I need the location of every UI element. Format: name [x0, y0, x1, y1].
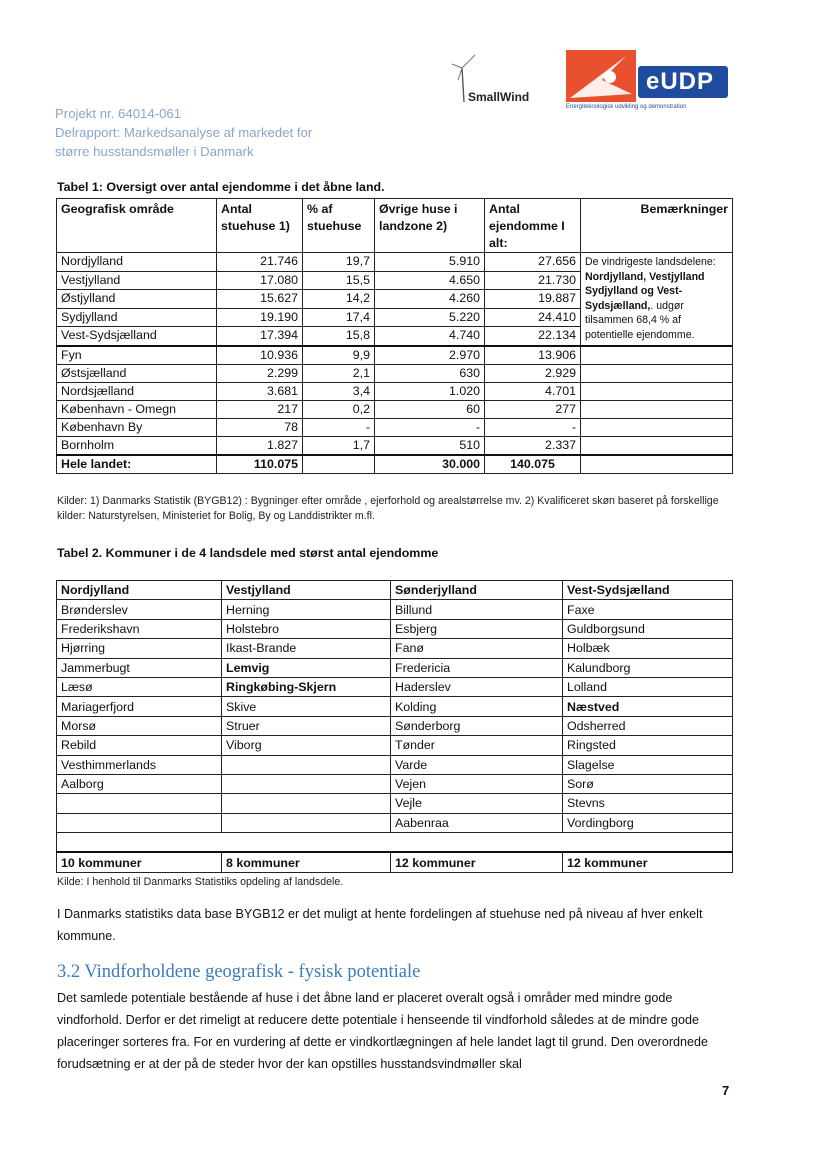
table1-cell: 4.740 — [375, 327, 485, 346]
table2-spacer-row — [57, 833, 733, 853]
table2-cell: Skive — [222, 697, 391, 716]
table-row — [57, 619, 733, 638]
table2-cell — [222, 755, 391, 774]
table-row — [57, 364, 733, 382]
smallwind-logo-text: SmallWind — [468, 90, 530, 104]
table2-cell — [57, 813, 222, 832]
table2-cell: Sønderborg — [391, 716, 563, 735]
table1-cell: 24.410 — [485, 308, 581, 327]
remarks-share: . udgør tilsammen 68,4 % af potentielle ejendomme. — [585, 299, 695, 341]
table1-cell: 15,5 — [303, 271, 375, 290]
table2-cell: Hjørring — [57, 639, 222, 658]
page-number: 7 — [722, 1083, 730, 1098]
table1-cell: 4.650 — [375, 271, 485, 290]
table2-cell — [57, 794, 222, 813]
table2-cell: Esbjerg — [391, 619, 563, 638]
table1-cell: 17.394 — [217, 327, 303, 346]
table2-cell: Vejle — [391, 794, 563, 813]
table1-cell: Vestjylland — [57, 271, 217, 290]
table1-source: Kilder: 1) Danmarks Statistik (BYGB12) : Bygninger efter område , ejerforhold og arealstørrelse mv. 2) Kvalificeret skøn baseret på forskellige kilder: Naturstyrelsen, Ministeriet for Bolig, By og Landdistrikter m.fl. — [57, 495, 719, 522]
paragraph-bygb12: I Danmarks statistiks data base BYGB12 er det muligt at hente fordelingen af stuehuse ned på niveau af hver enkelt kommune. — [57, 907, 703, 943]
table1-cell: 10.936 — [217, 346, 303, 365]
table-row — [57, 658, 733, 677]
table-row — [57, 716, 733, 735]
table2-cell: Kolding — [391, 697, 563, 716]
table2-header-cell: Nordjylland — [57, 581, 222, 600]
table2-cell: Struer — [222, 716, 391, 735]
table2-cell — [222, 794, 391, 813]
eudp-tagline: Energiteknologisk udvikling og demonstration — [566, 104, 687, 110]
table1-header-cell: Bemærkninger — [581, 199, 733, 253]
table1-cell: 3,4 — [303, 382, 375, 400]
table1-cell: 2.929 — [485, 364, 581, 382]
table2-cell: Tønder — [391, 736, 563, 755]
table2-cell: Billund — [391, 600, 563, 619]
table1-total-cell: 110.075 — [217, 455, 303, 474]
table2-cell: Rebild — [57, 736, 222, 755]
table1-remarks-empty — [581, 400, 733, 418]
table2-total-cell: 8 kommuner — [222, 852, 391, 872]
table2-cell: Viborg — [222, 736, 391, 755]
table-row — [57, 755, 733, 774]
table-row — [57, 382, 733, 400]
table2-cell: Herning — [222, 600, 391, 619]
table1-cell: 1.020 — [375, 382, 485, 400]
table1-cell: København By — [57, 418, 217, 436]
table1-cell: 2.299 — [217, 364, 303, 382]
table2-cell: Ringsted — [563, 736, 733, 755]
table1-remarks-empty — [581, 346, 733, 365]
table1-cell: 15,8 — [303, 327, 375, 346]
eudp-logo — [566, 50, 730, 116]
table1-header-cell: % af stuehuse — [303, 199, 375, 253]
table1-cell: 1.827 — [217, 436, 303, 455]
smallwind-logo — [448, 52, 540, 112]
eudp-logo-text: eUDP — [646, 68, 715, 95]
table2-cell: Frederikshavn — [57, 619, 222, 638]
table1-cell: 60 — [375, 400, 485, 418]
table2-cell — [222, 813, 391, 832]
table1-cell: Nordsjælland — [57, 382, 217, 400]
table2-cell: Vejen — [391, 774, 563, 793]
table1-header-cell: Antal stuehuse 1) — [217, 199, 303, 253]
table1-remarks-empty — [581, 436, 733, 455]
table2-header-cell: Vest-Sydsjælland — [563, 581, 733, 600]
table1-cell: 2.970 — [375, 346, 485, 365]
table2-cell: Vesthimmerlands — [57, 755, 222, 774]
table2-cell: Guldborgsund — [563, 619, 733, 638]
table-row — [57, 346, 733, 365]
table2-cell: Ringkøbing-Skjern — [222, 677, 391, 696]
table1-cell: - — [375, 418, 485, 436]
table1-cell: 27.656 — [485, 253, 581, 272]
table2-cell: Mariagerfjord — [57, 697, 222, 716]
table1-caption: Tabel 1: Oversigt over antal ejendomme i det åbne land. — [57, 180, 385, 194]
table1-cell: - — [485, 418, 581, 436]
table1-cell: 4.701 — [485, 382, 581, 400]
table1-header-cell: Antal ejendomme I alt: — [485, 199, 581, 253]
table1-cell: 2,1 — [303, 364, 375, 382]
table1-cell: 14,2 — [303, 290, 375, 309]
table1-remarks-empty — [581, 418, 733, 436]
table1-cell: 1,7 — [303, 436, 375, 455]
table2-header-row — [57, 581, 733, 600]
table2-total-cell: 12 kommuner — [391, 852, 563, 872]
table-row — [57, 253, 733, 272]
table1-cell: Vest-Sydsjælland — [57, 327, 217, 346]
project-number: Projekt nr. 64014-061 — [55, 106, 182, 121]
report-title-line-1: Delrapport: Markedsanalyse af markedet for — [55, 125, 313, 140]
table2-cell: Holstebro — [222, 619, 391, 638]
table-row — [57, 697, 733, 716]
table1-cell: Bornholm — [57, 436, 217, 455]
table2-cell: Næstved — [563, 697, 733, 716]
table1-cell: 9,9 — [303, 346, 375, 365]
table2-cell: Lolland — [563, 677, 733, 696]
table1-cell: 510 — [375, 436, 485, 455]
table1-cell: 19.887 — [485, 290, 581, 309]
table2-spacer-cell — [57, 833, 733, 853]
table2-source: Kilde: I henhold til Danmarks Statistiks opdeling af landsdele. — [57, 876, 344, 888]
table1-cell: - — [303, 418, 375, 436]
table2-cell: Ikast-Brande — [222, 639, 391, 658]
table1-cell: 19.190 — [217, 308, 303, 327]
table1-cell: 21.730 — [485, 271, 581, 290]
table-row — [57, 418, 733, 436]
table1-remarks-empty — [581, 455, 733, 474]
table2-header-cell: Sønderjylland — [391, 581, 563, 600]
table1-cell: 0,2 — [303, 400, 375, 418]
table2-cell: Fredericia — [391, 658, 563, 677]
remarks-regions: Nordjylland, Vestjylland Sydjylland og Vest-Sydsjælland, — [585, 270, 705, 312]
table2-cell: Aabenraa — [391, 813, 563, 832]
table-row — [57, 736, 733, 755]
report-title-line-2: større husstandsmøller i Danmark — [55, 144, 254, 159]
table1-cell: 22.134 — [485, 327, 581, 346]
remarks-intro: De vindrigeste landsdelene: — [585, 256, 716, 268]
table2-cell: Odsherred — [563, 716, 733, 735]
table2-cell: Aalborg — [57, 774, 222, 793]
table2-municipalities — [56, 580, 733, 873]
table2-total-cell: 10 kommuner — [57, 852, 222, 872]
table2-cell — [222, 774, 391, 793]
table1-cell: 2.337 — [485, 436, 581, 455]
table1-cell: 21.746 — [217, 253, 303, 272]
table2-cell: Lemvig — [222, 658, 391, 677]
table1-total-cell: Hele landet: — [57, 455, 217, 474]
table2-totals-row — [57, 852, 733, 872]
table1-cell: Østjylland — [57, 290, 217, 309]
table2-cell: Læsø — [57, 677, 222, 696]
table1-header-cell: Geografisk område — [57, 199, 217, 253]
table2-cell: Stevns — [563, 794, 733, 813]
table2-cell: Haderslev — [391, 677, 563, 696]
table2-cell: Fanø — [391, 639, 563, 658]
table2-cell: Varde — [391, 755, 563, 774]
table1-cell: Nordjylland — [57, 253, 217, 272]
table2-cell: Holbæk — [563, 639, 733, 658]
table2-cell: Sorø — [563, 774, 733, 793]
table2-cell: Brønderslev — [57, 600, 222, 619]
table-row — [57, 600, 733, 619]
table1-total-cell: 30.000 — [375, 455, 485, 474]
table1-cell: 217 — [217, 400, 303, 418]
table1-cell: 277 — [485, 400, 581, 418]
table2-cell: Slagelse — [563, 755, 733, 774]
table1-cell: 13.906 — [485, 346, 581, 365]
table1-remarks-empty — [581, 382, 733, 400]
table1-total-row — [57, 455, 733, 474]
table1-header-cell: Øvrige huse i landzone 2) — [375, 199, 485, 253]
table1-total-cell — [303, 455, 375, 474]
table2-header-cell: Vestjylland — [222, 581, 391, 600]
table1-cell: Sydjylland — [57, 308, 217, 327]
table-row — [57, 774, 733, 793]
table-row — [57, 677, 733, 696]
table1-cell: 3.681 — [217, 382, 303, 400]
table1-header-row — [57, 199, 733, 253]
table2-caption: Tabel 2. Kommuner i de 4 landsdele med størst antal ejendomme — [57, 546, 439, 560]
table1-cell: 4.260 — [375, 290, 485, 309]
table1-total-cell: 140.075 — [485, 455, 581, 474]
project-info — [55, 104, 312, 161]
table1-cell: 5.910 — [375, 253, 485, 272]
table1-cell: Østsjælland — [57, 364, 217, 382]
table1-remarks-empty — [581, 364, 733, 382]
table-row — [57, 813, 733, 832]
table2-cell: Jammerbugt — [57, 658, 222, 677]
table1-cell: 5.220 — [375, 308, 485, 327]
table2-cell: Vordingborg — [563, 813, 733, 832]
table2-cell: Faxe — [563, 600, 733, 619]
table1-cell: 630 — [375, 364, 485, 382]
table-row — [57, 436, 733, 455]
table-row — [57, 400, 733, 418]
table1-cell: Fyn — [57, 346, 217, 365]
table1-cell: København - Omegn — [57, 400, 217, 418]
table1-cell: 17.080 — [217, 271, 303, 290]
table-row — [57, 794, 733, 813]
paragraph-wind-conditions: Det samlede potentiale bestående af huse i det åbne land er placeret overalt også i områder med mindre gode vindforhold. Derfor er det rimeligt at reducere dette potentiale i henseende til vindforhold således at de mindre gode placeringer sorteres fra. For en vurdering af dette er vindkortlægningen af hele landet lagt til grund. Den overordnede forudsætning er at der på de steder hvor der kan opstilles husstandsvindmøller skal — [57, 991, 709, 1071]
table1-cell: 15.627 — [217, 290, 303, 309]
table1-cell: 19,7 — [303, 253, 375, 272]
table-row — [57, 639, 733, 658]
table2-total-cell: 12 kommuner — [563, 852, 733, 872]
table2-cell: Morsø — [57, 716, 222, 735]
section-heading: 3.2 Vindforholdene geografisk - fysisk potentiale — [57, 962, 421, 982]
table1-remarks — [581, 253, 733, 346]
table1-properties-overview — [56, 198, 733, 474]
table2-cell: Kalundborg — [563, 658, 733, 677]
table1-cell: 78 — [217, 418, 303, 436]
table1-cell: 17,4 — [303, 308, 375, 327]
